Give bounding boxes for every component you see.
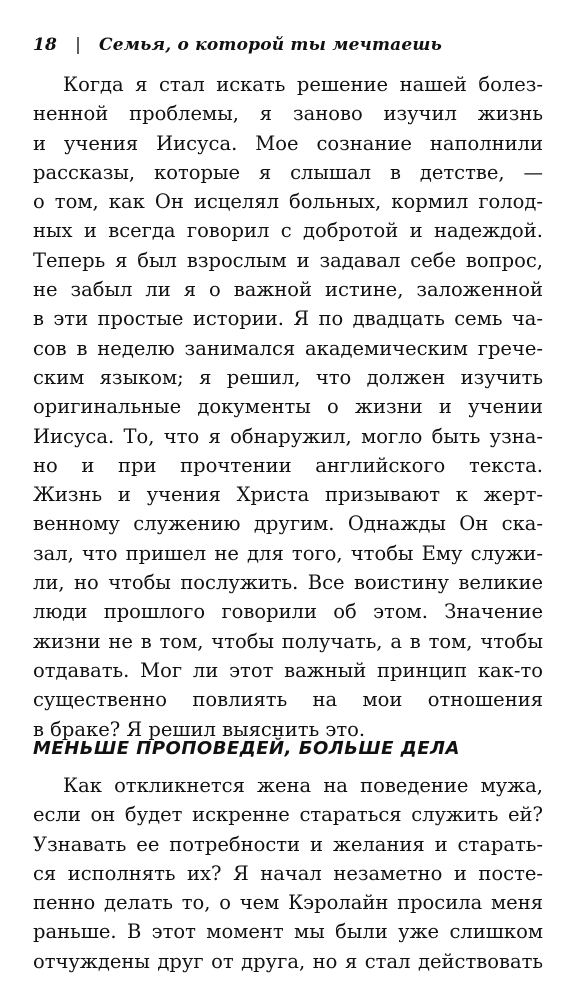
text-line: и учения Иисуса. Мое сознание наполнили bbox=[33, 131, 543, 155]
text-line: Узнавать ее потребности и желания и старать- bbox=[33, 832, 543, 856]
text-line: раньше. В этот момент мы были уже слишком bbox=[33, 920, 543, 944]
text-line: в браке? Я решил выяснить это. bbox=[33, 717, 366, 741]
running-header bbox=[33, 30, 543, 60]
text-line: зал, что пришел не для того, чтобы Ему служи- bbox=[33, 541, 543, 565]
text-line: сов в неделю занимался академическим грече- bbox=[33, 336, 543, 360]
text-line: ским языком; я решил, что должен изучить bbox=[33, 365, 543, 389]
text-line: ли, но чтобы послужить. Все воистину великие bbox=[33, 571, 543, 595]
text-line: жизни не в том, чтобы получать, а в том, чтобы bbox=[33, 629, 543, 653]
text-line: ненной проблемы, я заново изучил жизнь bbox=[33, 102, 543, 126]
text-line: ных и всегда говорил с добротой и надеждой. bbox=[33, 219, 543, 243]
text-line: венному служению другим. Однажды Он ска- bbox=[33, 512, 543, 536]
page-number: 18 bbox=[33, 35, 58, 55]
text-line: но и при прочтении английского текста. bbox=[33, 453, 543, 477]
text-line: отдавать. Мог ли этот важный принцип как-то bbox=[33, 658, 543, 682]
text-line: Иисуса. То, что я обнаружил, могло быть узна- bbox=[33, 424, 543, 448]
text-line: в эти простые истории. Я по двадцать семь ча- bbox=[33, 307, 543, 331]
text-line: отчуждены друг от друга, но я стал действовать bbox=[33, 949, 543, 973]
text-line: рассказы, которые я слышал в детстве, — bbox=[33, 160, 543, 184]
section-heading: МЕНЬШЕ ПРОПОВЕДЕЙ, БОЛЬШЕ ДЕЛА bbox=[33, 738, 460, 759]
text-line: Жизнь и учения Христа призывают к жерт- bbox=[33, 483, 543, 507]
text-line: оригинальные документы о жизни и учении bbox=[33, 395, 543, 419]
header-separator: | bbox=[75, 35, 81, 55]
text-line: люди прошлого говорили об этом. Значение bbox=[33, 600, 543, 624]
text-line: пенно делать то, о чем Кэролайн просила меня bbox=[33, 891, 543, 915]
text-line: ся исполнять их? Я начал незаметно и посте- bbox=[33, 861, 543, 885]
paragraph-1 bbox=[33, 70, 543, 744]
paragraph-2 bbox=[33, 771, 543, 976]
text-line: существенно повлиять на мои отношения bbox=[33, 688, 543, 712]
text-line: о том, как Он исцелял больных, кормил голод- bbox=[33, 190, 543, 214]
text-line: Как откликнется жена на поведение мужа, bbox=[63, 774, 543, 797]
text-line: если он будет искренне стараться служить ей? bbox=[33, 803, 543, 827]
book-title: Семья, о которой ты мечтаешь bbox=[99, 35, 442, 55]
text-line: Теперь я был взрослым и задавал себе вопрос, bbox=[33, 248, 543, 272]
text-line: Когда я стал искать решение нашей болез- bbox=[63, 73, 543, 96]
text-line: не забыл ли я о важной истине, заложенной bbox=[33, 278, 543, 302]
